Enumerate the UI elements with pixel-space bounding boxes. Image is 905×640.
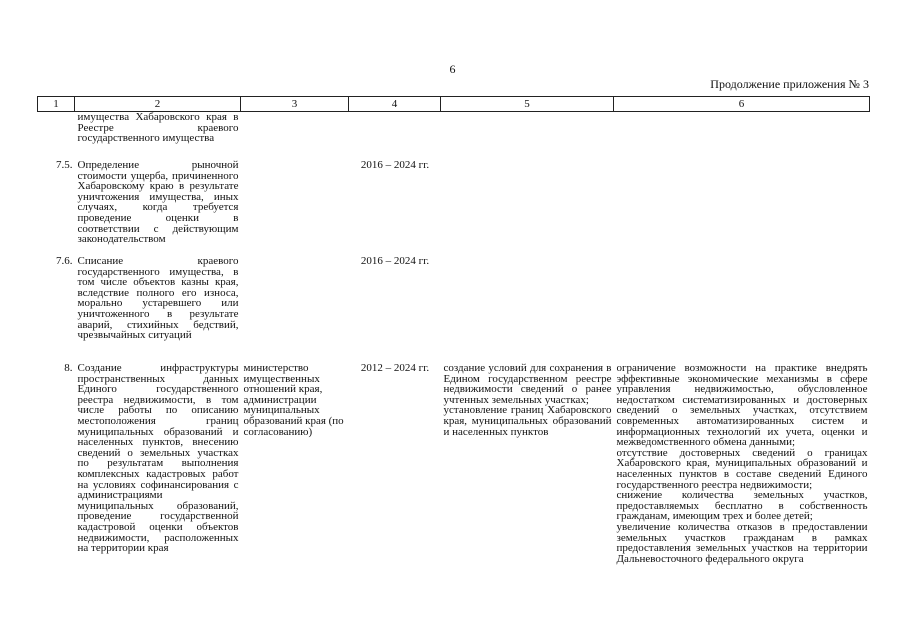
expected-result bbox=[441, 160, 614, 256]
row-number: 7.5. bbox=[56, 159, 73, 171]
row-number bbox=[38, 112, 75, 161]
header-row bbox=[38, 97, 870, 112]
executor bbox=[241, 112, 349, 161]
period: 2016 – 2024 гг. bbox=[360, 159, 430, 171]
expected-result: создание условий для сохранения в Едином государственном реестре недвижимости сведений о ранее учтенных земельных участках; установление границ Хабаровского края, муниципальных образований и населенных пунктов bbox=[443, 362, 612, 438]
continuation-title: Продолжение приложения № 3 bbox=[710, 77, 869, 91]
period bbox=[349, 112, 441, 161]
table-row bbox=[38, 112, 870, 161]
row-number: 7.6. bbox=[56, 255, 73, 267]
expected-result bbox=[441, 112, 614, 161]
period: 2016 – 2024 гг. bbox=[360, 255, 430, 267]
program-table bbox=[37, 96, 870, 608]
consequences bbox=[614, 256, 870, 363]
column-header: 5 bbox=[441, 97, 614, 112]
table-row bbox=[38, 363, 870, 608]
column-header: 2 bbox=[75, 97, 241, 112]
row-number: 8. bbox=[64, 362, 73, 374]
executor: министерство имущественных отношений края, администрации муниципальных образований края (по согласованию) bbox=[243, 362, 344, 438]
column-header: 6 bbox=[614, 97, 870, 112]
measure-name: Создание инфраструктуры пространственных данных Единого государственного реестра недвижимости, в том числе работы по описанию местоположения границ муниципальных образований и населенных пунктов, внесению сведений о земельных участках по результатам выполнения комплексных кадастровых работ на условиях софинансирования с администрациями муниципальных образований, проведение государственной кадастровой оценки объектов недвижимости, расположенных на территории края bbox=[77, 362, 239, 555]
consequences bbox=[614, 112, 870, 161]
measure-name: имущества Хабаровского края в Реестре краевого государственного имущества bbox=[77, 111, 239, 145]
page-number: 6 bbox=[449, 62, 456, 76]
column-header: 4 bbox=[349, 97, 441, 112]
column-header: 1 bbox=[38, 97, 75, 112]
column-header: 3 bbox=[241, 97, 349, 112]
consequences bbox=[614, 160, 870, 256]
measure-name: Списание краевого государственного имущества, в том числе объектов казны края, вследствие полного его износа, морально устаревшего или уничтоженного в результате аварий, стихийных бедствий, чрезвычайных ситуаций bbox=[77, 255, 239, 342]
measure-name: Определение рыночной стоимости ущерба, причиненного Хабаровскому краю в результате уничтожения имущества, иных случаях, когда требуется проведение оценки в соответствии с действующим законодательством bbox=[77, 159, 239, 246]
executor bbox=[241, 256, 349, 363]
expected-result bbox=[441, 256, 614, 363]
table-row bbox=[38, 256, 870, 363]
table-row bbox=[38, 160, 870, 256]
period: 2012 – 2024 гг. bbox=[360, 362, 430, 374]
consequences: ограничение возможности на практике внедрять эффективные экономические механизмы в сфере управления недвижимостью, обусловленное недостатком систематизированных и достоверных сведений о земельных участках, отсутствием современных автоматизированных систем и информационных технологий их учета, оценки и межведомственного обмена данными; отсутствие достоверных сведений о границах Хабаровского края, муниципальных образований и населенных пунктов в составе сведений Единого государственного реестра недвижимости; снижение количества земельных участков, предоставляемых бесплатно в собственность гражданам, имеющим трех и более детей; увеличение количества отказов в предоставлении земельных участков гражданам в рамках предоставления земельных участков на территории Дальневосточного федерального округа bbox=[616, 362, 868, 565]
executor bbox=[241, 160, 349, 256]
